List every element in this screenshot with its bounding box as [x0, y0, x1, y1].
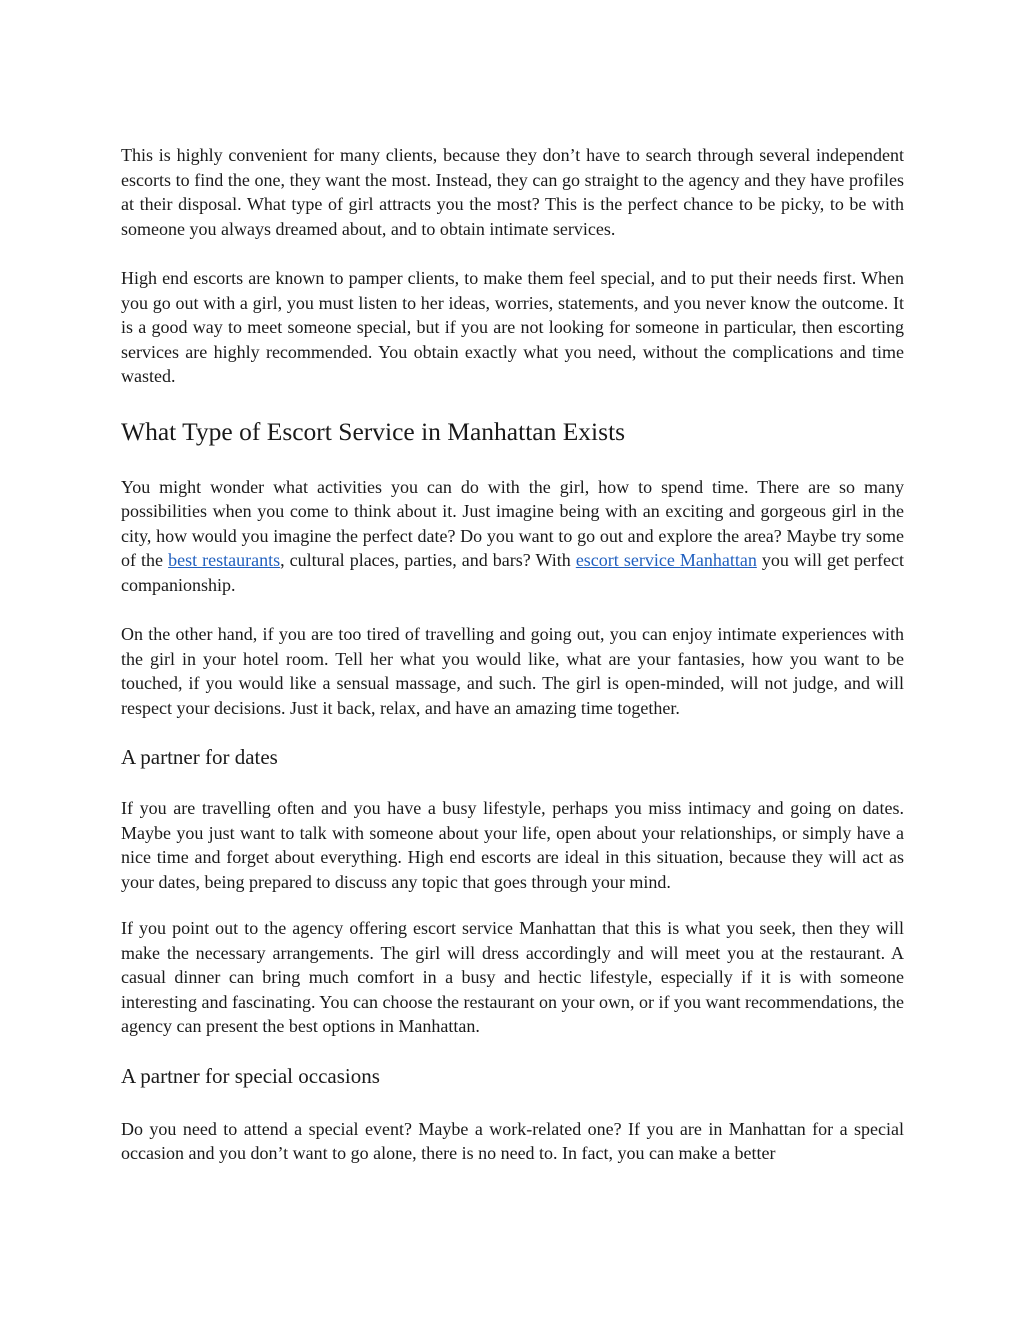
paragraph-agency-arrangements: If you point out to the agency offering escort service Manhattan that this is what you seek, then they will make the necessary arrangements. The girl will dress accordingly and will meet you at the restaurant. A casual dinner can bring much comfort in a busy and hectic lifestyle, especially if it is with someone interesting and fascinating. You can choose the restaurant on your own, or if you want recommendations, the agency can present the best options in Manhattan. — [121, 918, 904, 1036]
heading-partner-for-dates: A partner for dates — [121, 745, 278, 769]
paragraph-activities-text-b: , cultural places, parties, and bars? With — [280, 550, 576, 570]
escort-service-manhattan-link[interactable]: escort service Manhattan — [575, 550, 757, 570]
heading-escort-service-types: What Type of Escort Service in Manhattan Exists — [121, 416, 626, 446]
paragraph-activities-text-a: You might wonder what activities you can do with the girl, how to spend time. There are so many possibilities when you come to think about it. Just imagine being with an exciting and gorgeous girl in the city, how would you imagine the perfect date? Do you want to go out and explore the area? Maybe try some of the — [121, 476, 904, 570]
paragraph-busy-lifestyle: If you are travelling often and you have a busy lifestyle, perhaps you miss intimacy and going on dates. Maybe you just want to talk with someone about your life, open about your relationships, or simply have a nice time and forget about everything. High end escorts are ideal in this situation, because they will act as your dates, being prepared to discuss any topic that goes through your mind. — [121, 798, 904, 892]
paragraph-activities-text-c: you will get perfect companionship. — [121, 550, 904, 595]
heading-partner-special-occasions: A partner for special occasions — [121, 1063, 380, 1088]
paragraph-special-event: Do you need to attend a special event? Maybe a work-related one? If you are in Manhattan for a special occasion and you don’t want to go alone, there is no need to. In fact, you can make a better — [121, 1118, 904, 1163]
paragraph-pamper-clients: High end escorts are known to pamper clients, to make them feel special, and to put their needs first. When you go out with a girl, you must listen to her ideas, worries, statements, and you never know the outcome. It is a good way to meet someone special, but if you are not looking for someone in particular, then escorting services are highly recommended. You obtain exactly what you need, without the complications and time wasted. — [121, 268, 904, 386]
paragraph-activities — [121, 475, 904, 598]
best-restaurants-link[interactable]: best restaurants — [168, 550, 281, 570]
document-page — [121, 143, 904, 1166]
paragraph-hotel-room: On the other hand, if you are too tired of travelling and going out, you can enjoy intimate experiences with the girl in your hotel room. Tell her what you would like, what are your fantasies, how you want to be touched, if you would like a sensual massage, and such. The girl is open-minded, will not judge, and will respect your decisions. Just it back, relax, and have an amazing time together. — [121, 624, 904, 718]
paragraph-convenience: This is highly convenient for many clients, because they don’t have to search through several independent escorts to find the one, they want the most. Instead, they can go straight to the agency and they have profiles at their disposal. What type of girl attracts you the most? This is the perfect chance to be picky, to be with someone you always dreamed about, and to obtain intimate services. — [121, 145, 904, 239]
